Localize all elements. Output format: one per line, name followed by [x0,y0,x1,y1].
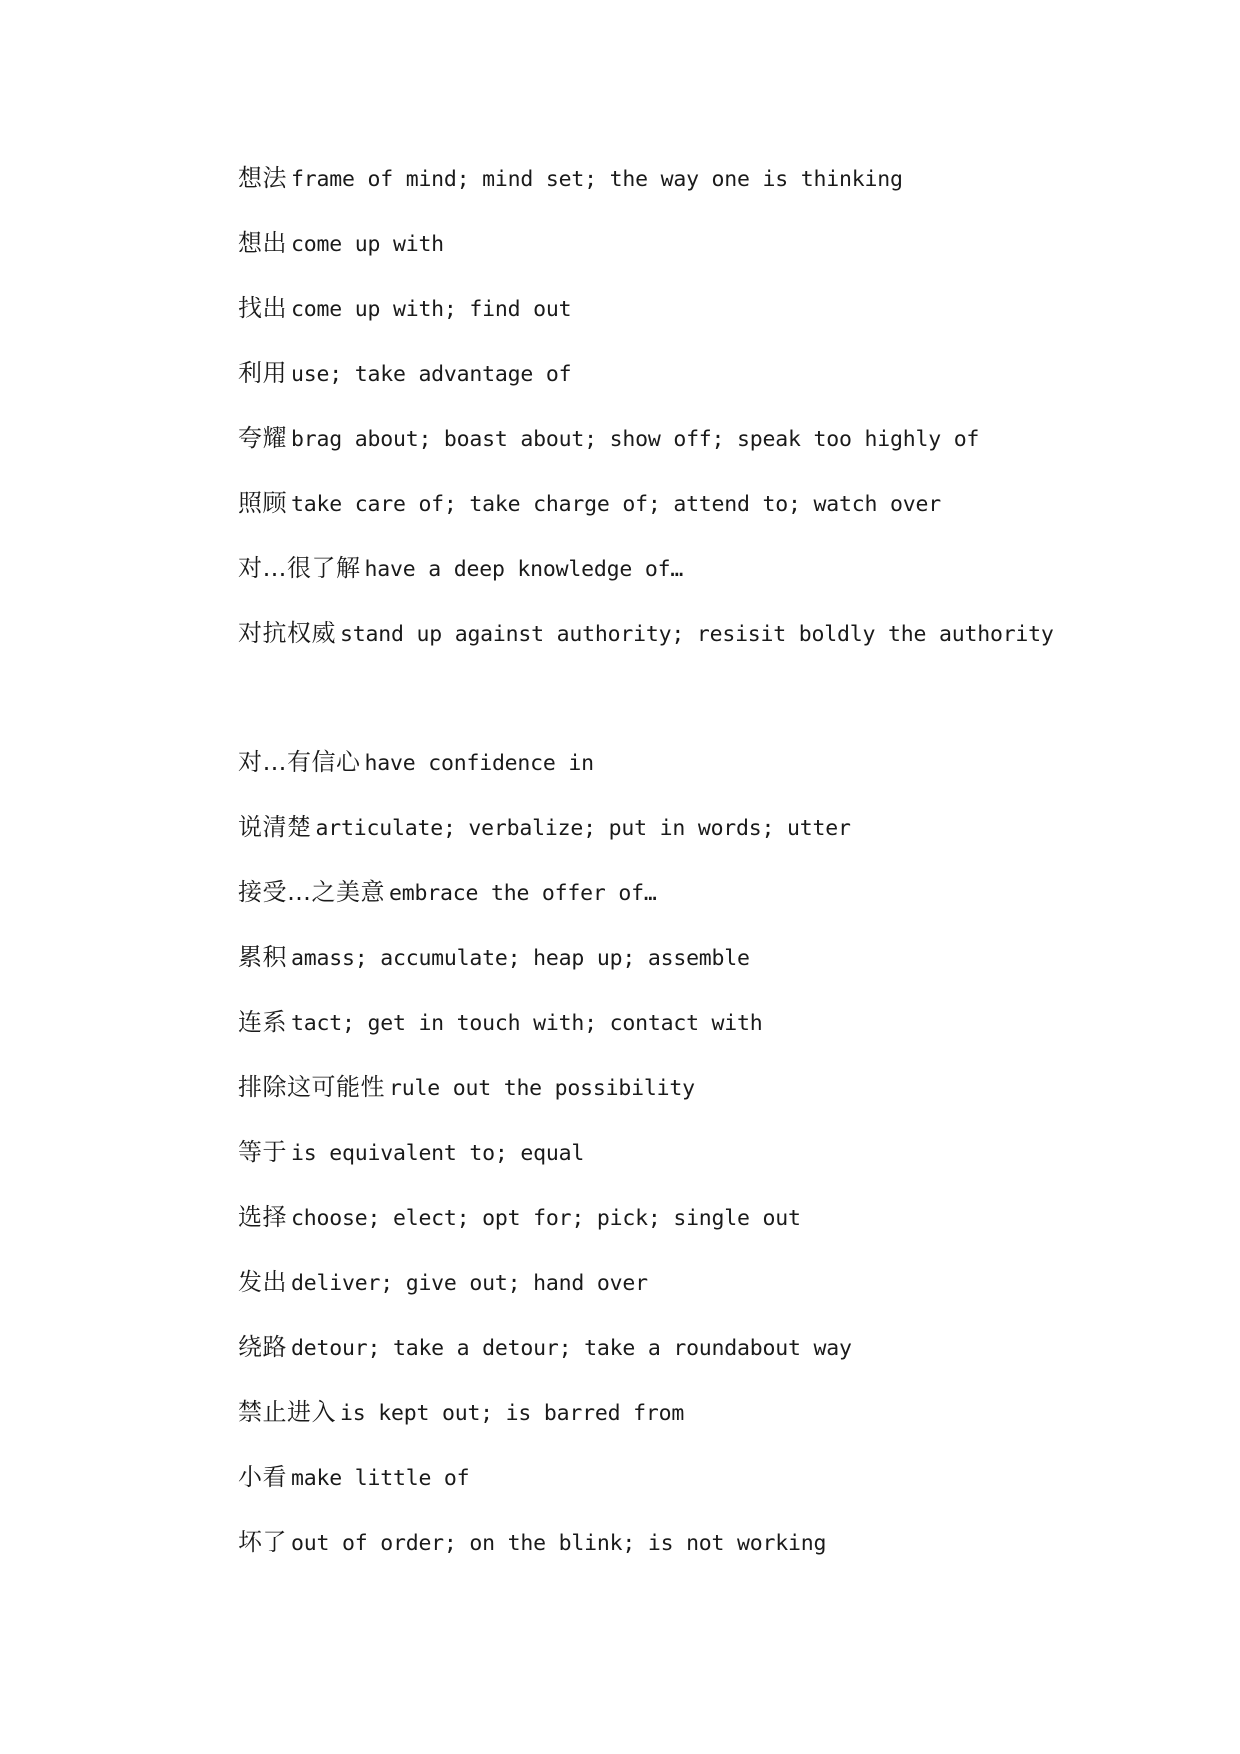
vocabulary-entry [238,809,1158,874]
chinese-term: 对…有信心 [238,748,361,776]
english-gloss: is equivalent to; equal [291,1141,585,1166]
vocabulary-section-2 [238,744,1158,1589]
chinese-term: 想法 [238,164,287,192]
vocabulary-entry [238,1004,1158,1069]
vocabulary-entry [238,744,1158,809]
vocabulary-entry [238,1394,1158,1459]
chinese-term: 夸耀 [238,424,287,452]
vocabulary-entry [238,160,1158,225]
chinese-term: 照顾 [238,489,287,517]
vocabulary-entry [238,1264,1158,1329]
vocabulary-entry [238,1069,1158,1134]
vocabulary-entry [238,1524,1158,1589]
chinese-term: 找出 [238,294,287,322]
chinese-term: 等于 [238,1138,287,1166]
vocabulary-entry [238,1329,1158,1394]
english-gloss: deliver; give out; hand over [291,1271,648,1296]
chinese-term: 利用 [238,359,287,387]
chinese-term: 坏了 [238,1528,287,1556]
chinese-term: 接受…之美意 [238,878,385,906]
chinese-term: 累积 [238,943,287,971]
english-gloss: make little of [291,1466,470,1491]
vocabulary-entry [238,615,1158,680]
english-gloss: tact; get in touch with; contact with [291,1011,763,1036]
vocabulary-entry [238,290,1158,355]
vocabulary-entry [238,939,1158,1004]
chinese-term: 排除这可能性 [238,1073,385,1101]
vocabulary-entry [238,420,1158,485]
vocabulary-section-1 [238,160,1158,680]
english-gloss: take care of; take charge of; attend to; watch over [291,492,941,517]
chinese-term: 小看 [238,1463,287,1491]
chinese-term: 绕路 [238,1333,287,1361]
chinese-term: 对…很了解 [238,554,361,582]
chinese-term: 禁止进入 [238,1398,336,1426]
chinese-term: 对抗权威 [238,619,336,647]
english-gloss: articulate; verbalize; put in words; utter [315,816,851,841]
vocabulary-entry [238,1134,1158,1199]
chinese-term: 连系 [238,1008,287,1036]
english-gloss: out of order; on the blink; is not working [291,1531,827,1556]
chinese-term: 选择 [238,1203,287,1231]
english-gloss: use; take advantage of [291,362,572,387]
chinese-term: 发出 [238,1268,287,1296]
chinese-term: 想出 [238,229,287,257]
english-gloss: choose; elect; opt for; pick; single out [291,1206,801,1231]
chinese-term: 说清楚 [238,813,312,841]
vocabulary-entry [238,485,1158,550]
english-gloss: frame of mind; mind set; the way one is thinking [291,167,903,192]
english-gloss: come up with [291,232,444,257]
english-gloss: rule out the possibility [389,1076,695,1101]
vocabulary-entry [238,550,1158,615]
english-gloss: embrace the offer of… [389,881,657,906]
english-gloss: stand up against authority; resisit boldly the authority [340,622,1054,647]
english-gloss: brag about; boast about; show off; speak too highly of [291,427,980,452]
english-gloss: detour; take a detour; take a roundabout way [291,1336,852,1361]
english-gloss: have a deep knowledge of… [364,557,684,582]
vocabulary-entry [238,225,1158,290]
vocabulary-entry [238,1199,1158,1264]
english-gloss: is kept out; is barred from [340,1401,685,1426]
english-gloss: amass; accumulate; heap up; assemble [291,946,750,971]
vocabulary-entry [238,874,1158,939]
english-gloss: have confidence in [364,751,594,776]
english-gloss: come up with; find out [291,297,572,322]
vocabulary-entry [238,1459,1158,1524]
vocabulary-entry [238,355,1158,420]
